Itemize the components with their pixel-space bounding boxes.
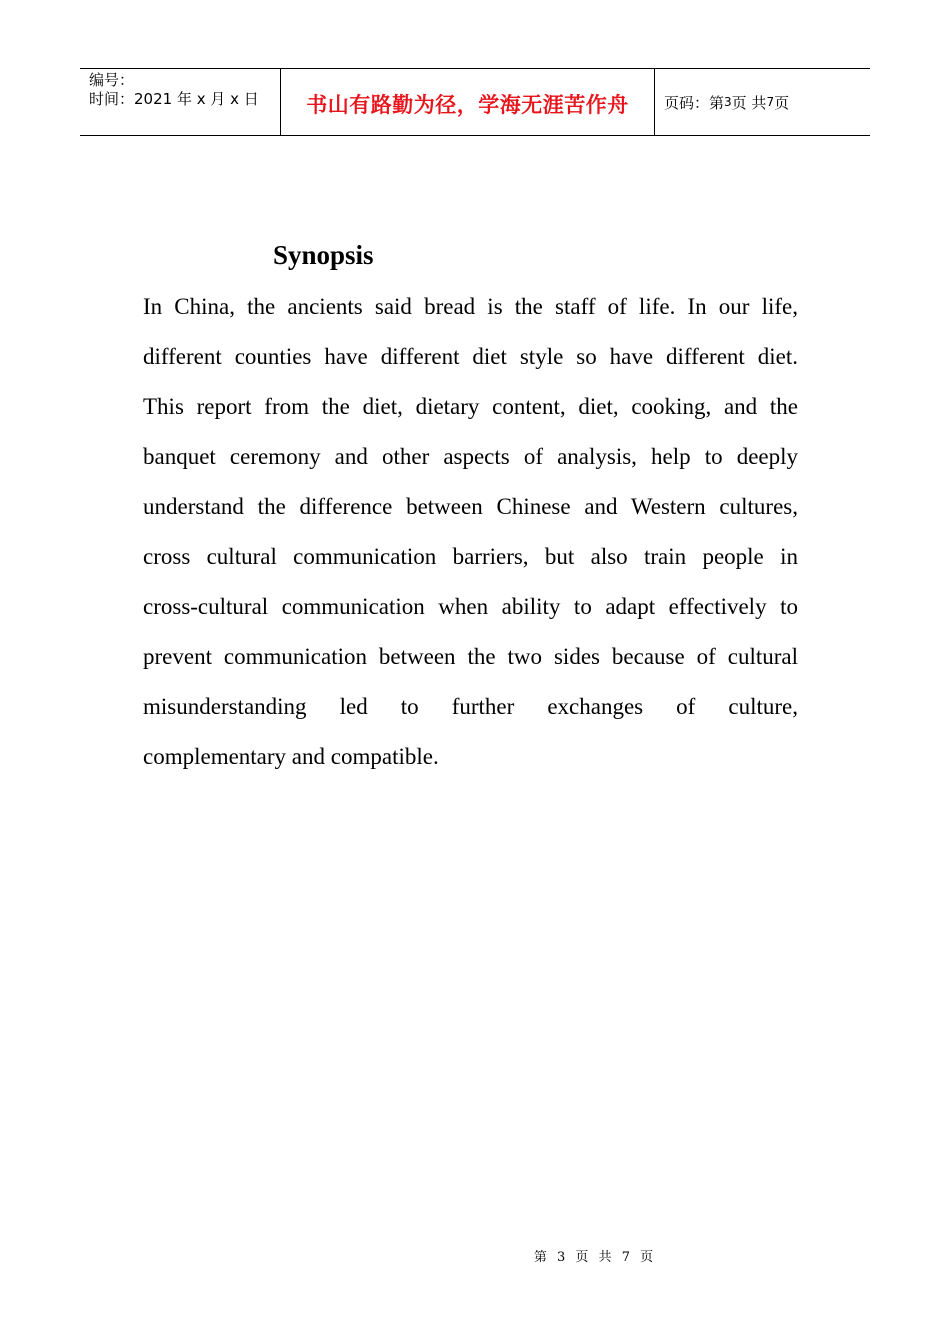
header-meta-cell bbox=[80, 69, 281, 135]
body-line: banquet ceremony and other aspects of analysis, help to deeply bbox=[143, 444, 798, 469]
body-line: This report from the diet, dietary content, diet, cooking, and the bbox=[143, 394, 798, 419]
document-title: Synopsis bbox=[273, 240, 374, 270]
body-line: In China, the ancients said bread is the staff of life. In our life, bbox=[143, 294, 798, 319]
header-page-cell bbox=[655, 69, 870, 135]
body-line: prevent communication between the two sides because of cultural bbox=[143, 644, 798, 669]
page-current: 3 bbox=[724, 95, 732, 109]
page-header bbox=[80, 68, 870, 136]
date-label: 时间： bbox=[89, 90, 135, 108]
body-line: cross cultural communication barriers, but also train people in bbox=[143, 544, 798, 569]
motto-text: 书山有路勤为径，学海无涯苦作舟 bbox=[306, 93, 629, 117]
page-mid: 页 共 bbox=[731, 93, 767, 112]
page-total: 7 bbox=[766, 95, 775, 109]
page-suffix: 页 bbox=[774, 93, 790, 112]
body-line: understand the difference between Chinese and Western cultures, bbox=[143, 494, 798, 519]
body-line: complementary and compatible. bbox=[143, 744, 439, 769]
body-line: different counties have different diet style so have different diet. bbox=[143, 344, 798, 369]
page-footer: 第 3 页 共 7 页 bbox=[533, 1250, 657, 1265]
page-prefix: 页码：第 bbox=[664, 93, 725, 112]
number-label: 编号： bbox=[89, 71, 135, 89]
body-line: misunderstanding led to further exchanges of culture, bbox=[143, 694, 798, 719]
body-line: cross-cultural communication when ability to adapt effectively to bbox=[143, 594, 798, 619]
date-value: 2021 年 x 月 x 日 bbox=[134, 90, 259, 108]
document-body bbox=[143, 282, 798, 782]
date-line bbox=[89, 90, 280, 109]
header-motto-cell bbox=[281, 69, 655, 135]
